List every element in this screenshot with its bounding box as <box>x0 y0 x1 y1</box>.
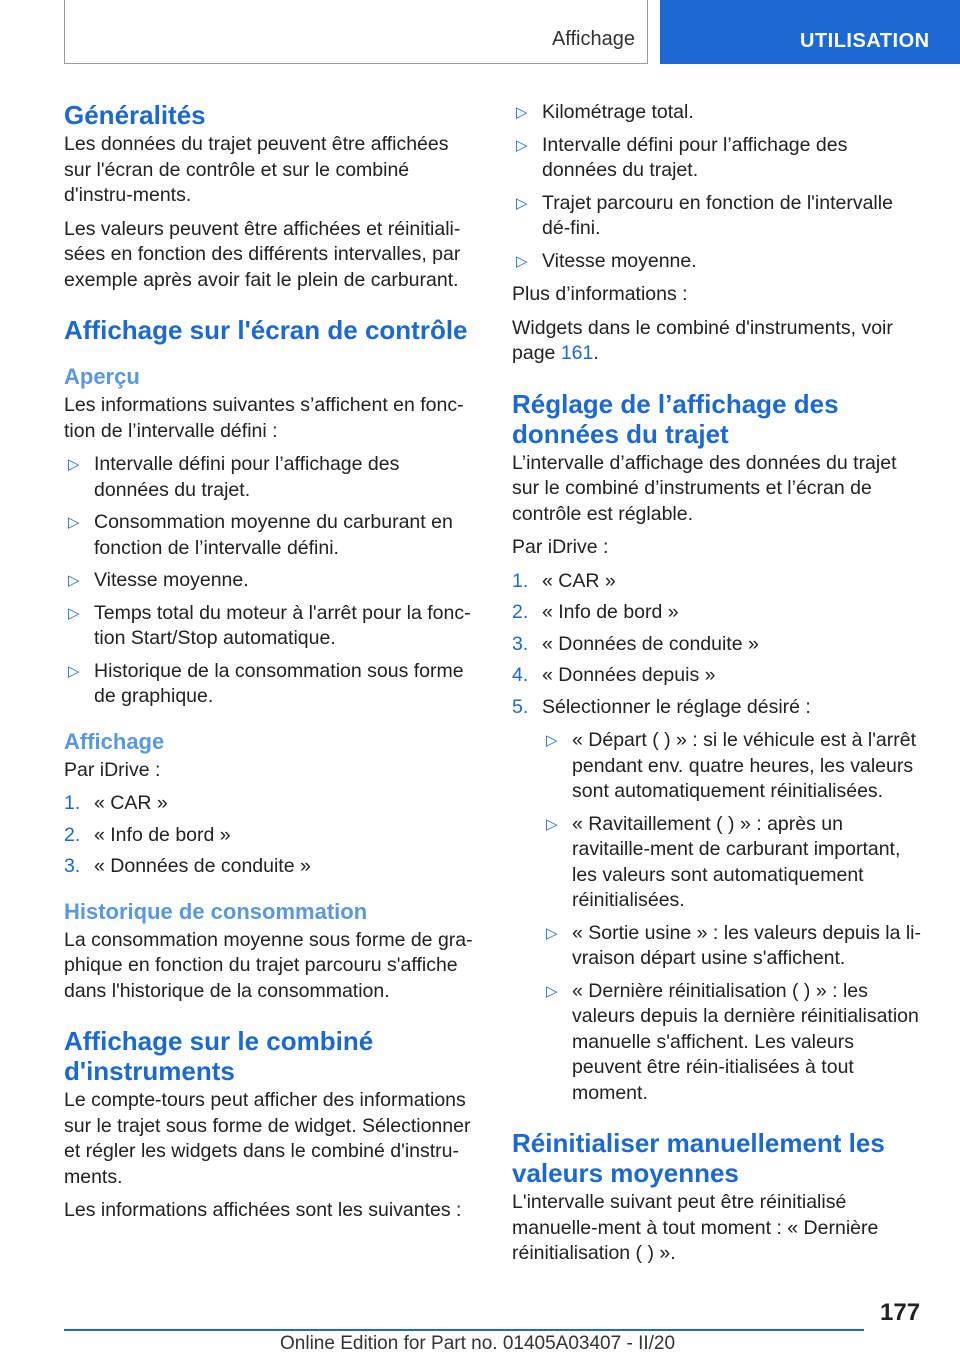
triangle-bullet-icon: ▷ <box>68 456 80 473</box>
step-number: 1. <box>64 792 81 814</box>
step-item: 2. « Info de bord » <box>64 823 476 849</box>
step-number: 3. <box>512 632 529 655</box>
paragraph: Les informations suivantes s’affichent en fonc-tion de l’intervalle défini : <box>64 394 464 442</box>
header-chapter-tab <box>660 0 960 64</box>
list-item: ▷ Temps total du moteur à l'arrêt pour la fonc-tion Start/Stop automatique. <box>68 601 471 649</box>
heading-affichage-combine: Affichage sur le combiné d'instruments <box>64 1026 374 1086</box>
paragraph: Plus d’informations : <box>512 283 688 305</box>
paragraph: Par iDrive : <box>512 536 609 558</box>
paragraph: Le compte-tours peut afficher des informations sur le trajet sous forme de widget. Sélectionner et régler les widgets dans le combiné d'instru-ments. <box>64 1089 471 1188</box>
step-number: 1. <box>512 569 529 592</box>
idrive-steps <box>512 569 924 1107</box>
list-item: ▷ Consommation moyenne du carburant en fonction de l’intervalle défini. <box>68 511 453 559</box>
triangle-bullet-icon: ▷ <box>546 732 558 749</box>
info-list <box>512 100 924 274</box>
triangle-bullet-icon: ▷ <box>546 924 558 942</box>
paragraph: L'intervalle suivant peut être réinitialisé manuelle-ment à tout moment : « Dernière réinitialisation ( ) ». <box>512 1191 879 1264</box>
footer-edition: Online Edition for Part no. 01405A03407 - II/20 <box>280 1333 676 1354</box>
list-item: ▷ Intervalle défini pour l’affichage des données du trajet. <box>68 453 400 501</box>
step-number: 4. <box>512 664 529 686</box>
heading-reinitialiser: Réinitialiser manuellement les valeurs moyennes <box>512 1128 885 1188</box>
step-item: 3. « Données de conduite » <box>512 632 924 658</box>
triangle-bullet-icon: ▷ <box>546 982 558 1000</box>
left-column <box>64 100 476 1232</box>
step-number: 5. <box>512 695 529 718</box>
step-item: 3. « Données de conduite » <box>64 854 476 880</box>
heading-apercu: Aperçu <box>64 364 140 389</box>
list-item: ▷ « Départ ( ) » : si le véhicule est à l'arrêt pendant env. quatre heures, les valeurs sont automatiquement réinitialisées. <box>546 729 917 802</box>
right-column <box>512 100 924 1275</box>
idrive-steps <box>64 791 476 880</box>
page-number: 177 <box>880 1299 921 1326</box>
page-link[interactable]: 161 <box>560 342 594 364</box>
triangle-bullet-icon: ▷ <box>68 572 80 589</box>
list-item: ▷ Trajet parcouru en fonction de l'intervalle dé-fini. <box>516 191 893 239</box>
step-item: 1. « CAR » <box>512 569 924 595</box>
footer-divider <box>64 1329 864 1331</box>
triangle-bullet-icon: ▷ <box>68 662 80 680</box>
step-item: 2. « Info de bord » <box>512 600 924 626</box>
list-item: ▷ « Sortie usine » : les valeurs depuis la li-vraison départ usine s'affichent. <box>546 921 922 969</box>
paragraph-page-reference: Widgets dans le combiné d'instruments, voir page 161. <box>512 316 893 364</box>
triangle-bullet-icon: ▷ <box>516 136 528 154</box>
triangle-bullet-icon: ▷ <box>68 514 80 531</box>
paragraph: Par iDrive : <box>64 758 161 781</box>
paragraph: Les valeurs peuvent être affichées et réinitiali-sées en fonction des différents intervalles, par exemple après avoir fait le plein de carburant. <box>64 217 461 291</box>
heading-reglage: Réglage de l’affichage des données du trajet <box>512 388 839 449</box>
step-number: 3. <box>64 855 81 877</box>
reglage-options-list <box>542 728 924 1106</box>
triangle-bullet-icon: ▷ <box>68 604 80 622</box>
list-item: ▷ « Ravitaillement ( ) » : après un ravitaille-ment de carburant important, les valeurs sont automatiquement réinitialisées. <box>546 812 901 911</box>
paragraph: L’intervalle d’affichage des données du trajet sur le combiné d’instruments et l’écran de contrôle est réglable. <box>512 451 897 525</box>
list-item: ▷ Vitesse moyenne. <box>512 249 924 275</box>
heading-historique: Historique de consommation <box>64 898 368 924</box>
heading-affichage: Affichage <box>64 728 165 754</box>
list-item: ▷ Historique de la consommation sous forme de graphique. <box>68 659 464 707</box>
triangle-bullet-icon: ▷ <box>516 194 528 212</box>
paragraph: Les informations affichées sont les suivantes : <box>64 1199 462 1221</box>
step-item: 4. « Données depuis » <box>512 663 924 689</box>
step-item: 1. « CAR » <box>64 791 476 817</box>
list-item: ▷ Vitesse moyenne. <box>64 568 476 594</box>
step-number: 2. <box>512 601 529 623</box>
header-chapter-title: UTILISATION <box>800 30 930 52</box>
step-number: 2. <box>64 823 81 846</box>
header-section-title: Affichage <box>551 28 635 50</box>
apercu-list <box>64 452 476 710</box>
heading-affichage-ecran: Affichage sur l'écran de contrôle <box>64 315 468 345</box>
list-item: ▷ Kilométrage total. <box>512 100 924 126</box>
paragraph: La consommation moyenne sous forme de gra-phique en fonction du trajet parcouru s'affiche dans l'historique de la consommation. <box>64 928 473 1002</box>
list-item: ▷ « Dernière réinitialisation ( ) » : les valeurs depuis la dernière réinitialisation manuelle s'affichent. Les valeurs peuvent être réin-itialisées à tout moment. <box>546 979 919 1104</box>
list-item: ▷ Intervalle défini pour l’affichage des données du trajet. <box>516 133 848 181</box>
heading-generalites: Généralités <box>64 100 206 130</box>
header-section-box <box>64 0 648 64</box>
paragraph: Les données du trajet peuvent être affichées sur l'écran de contrôle et sur le combiné d'instru-ments. <box>64 133 449 206</box>
triangle-bullet-icon: ▷ <box>546 815 558 833</box>
triangle-bullet-icon: ▷ <box>516 252 528 270</box>
triangle-bullet-icon: ▷ <box>516 104 528 121</box>
step-item: 5. Sélectionner le réglage désiré : ▷ « Départ ( ) » : si le véhicule est à l'arrêt pendant env. quatre heures, les valeurs sont automatiquement réinitialisées. ▷ « Ravitaillement ( ) » : après un ravitaille-ment de carburant important, les valeurs sont automatiquement réinitialisées. ▷ « Sortie usine » : les valeurs depuis la li-vraison départ usine s'affichent. ▷ « Dernière réinitialisation ( ) » : les valeurs depuis la dernière réinitialisation manuelle s'affichent. Les valeurs peuvent être réin-itialisées à tout moment. <box>512 695 924 1107</box>
